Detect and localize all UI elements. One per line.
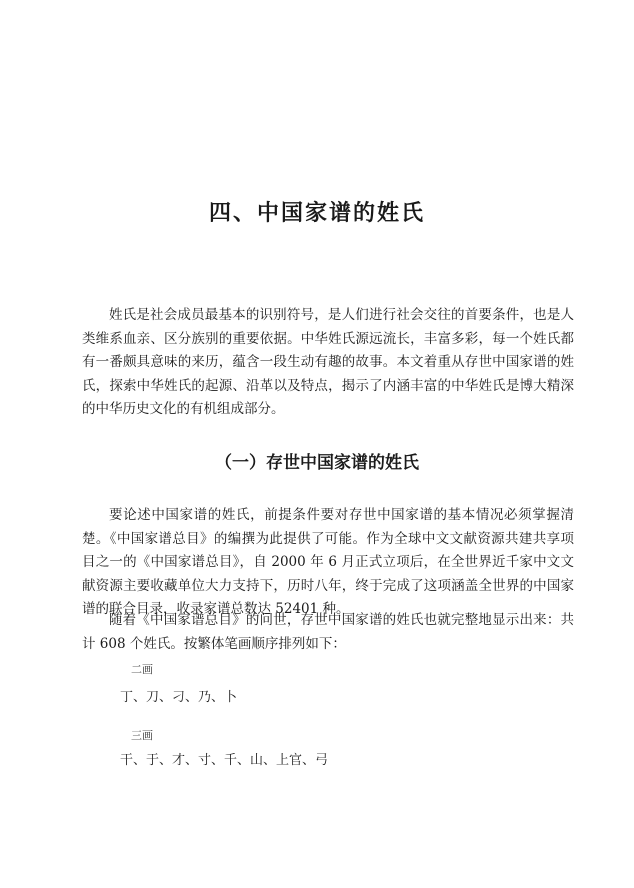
surname-list-three-strokes: 干、于、才、寸、千、山、上官、弓	[120, 753, 329, 768]
body-paragraph-1: 要论述中国家谱的姓氏，前提条件要对存世中国家谱的基本情况必须掌握清楚。《中国家谱总目》的编撰为此提供了可能。作为全球中文文献资源共建共享项目之一的《中国家谱总目》，自 2000 年 6 月正式立项后，在全世界近千家中文文献资源主要收藏单位大力支持下，历时八年，终于完成了这项涵盖全世界的中国家谱的联合目录，收录家谱总数达 52401 种。	[82, 507, 574, 617]
body-paragraph-2: 随着《中国家谱总目》的问世，存世中国家谱的姓氏也就完整地显示出来：共计 608 个姓氏。按繁体笔画顺序排列如下：	[82, 612, 574, 652]
surname-list-two-strokes: 丁、刀、刁、乃、卜	[120, 690, 238, 705]
intro-paragraph: 姓氏是社会成员最基本的识别符号，是人们进行社会交往的首要条件，也是人类维系血亲、区分族别的重要依据。中华姓氏源远流长，丰富多彩，每一个姓氏都有一番颇具意味的来历，蕴含一段生动有趣的故事。本文着重从存世中国家谱的姓氏，探索中华姓氏的起源、沿革以及特点，揭示了内涵丰富的中华姓氏是博大精深的中华历史文化的有机组成部分。	[82, 307, 574, 417]
stroke-heading-three: 三画	[131, 729, 153, 742]
section-title: （一）存世中国家谱的姓氏	[215, 453, 419, 473]
stroke-heading-two: 二画	[131, 663, 153, 676]
chapter-title: 四、中国家谱的姓氏	[208, 201, 425, 226]
